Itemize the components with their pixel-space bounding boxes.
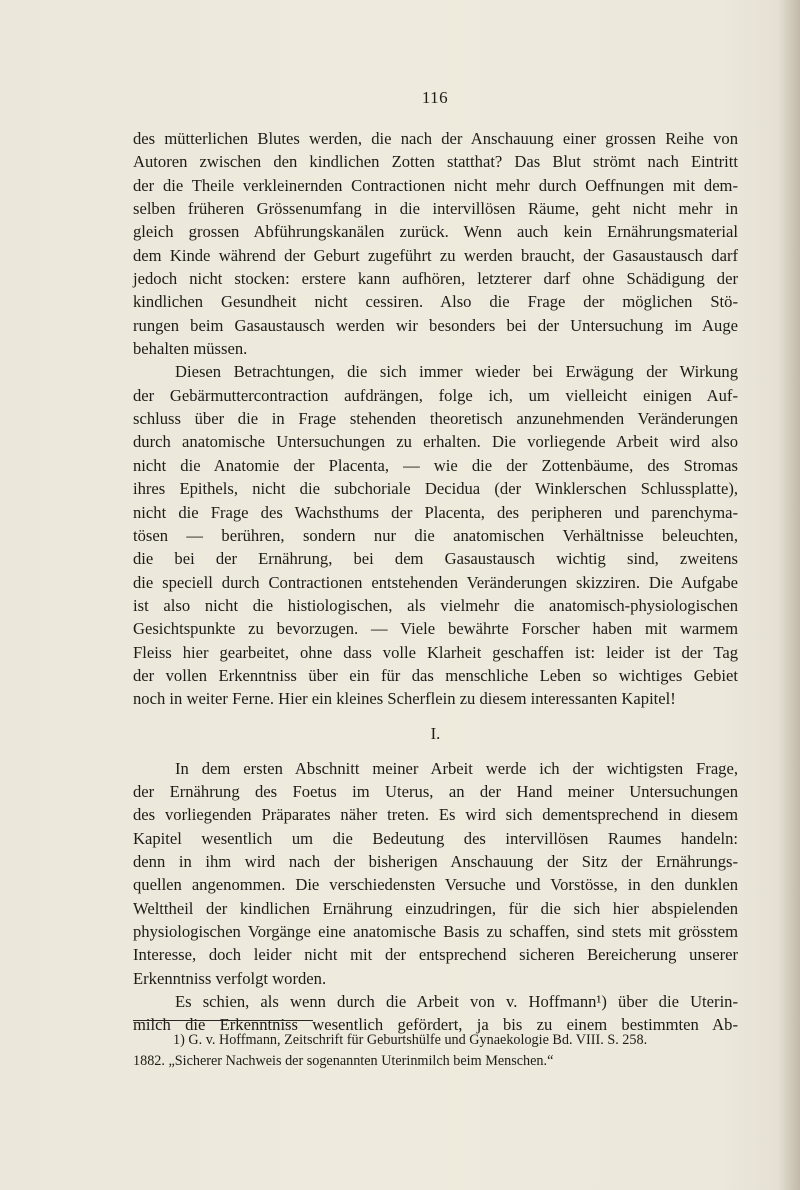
text-line: Welttheil der kindlichen Ernährung einzudringen, für die sich hier abspielenden — [133, 898, 738, 918]
text-line: nicht die Frage des Wachsthums der Placenta, des peripheren und parenchyma- — [133, 502, 738, 522]
text-line: denn in ihm wird nach der bisherigen Anschauung der Sitz der Ernährungs- — [133, 851, 738, 871]
text-line: In dem ersten Abschnitt meiner Arbeit werde ich der wichtigsten Frage, — [175, 758, 738, 778]
text-line: Erkenntniss verfolgt worden. — [133, 968, 327, 988]
text-line: physiologischen Vorgänge eine anatomische Basis zu schaffen, sind stets mit grösstem — [133, 922, 738, 941]
text-line: tösen — berühren, sondern nur die anatomischen Verhältnisse beleuchten, — [133, 525, 738, 545]
footnote-line: 1882. „Sicherer Nachweis der sogenannten Uterinmilch beim Menschen.“ — [133, 1053, 554, 1069]
footnote-line: 1) G. v. Hoffmann, Zeitschrift für Geburtshülfe und Gynaekologie Bd. VIII. S. 258. — [173, 1032, 648, 1048]
paragraph-3 — [133, 757, 738, 990]
text-line: des mütterlichen Blutes werden, die nach der Anschauung einer grossen Reihe von — [133, 129, 738, 148]
text-line: behalten müssen. — [133, 339, 248, 359]
text-line: schluss über die in Frage stehenden theoretisch anzunehmenden Veränderungen — [133, 409, 738, 429]
footnote-divider — [133, 1020, 313, 1021]
body-text — [133, 127, 738, 1037]
text-line: die speciell durch Contractionen entstehenden Veränderungen skizziren. Die Aufgabe — [133, 572, 738, 592]
text-line: der Ernährung des Foetus im Uterus, an der Hand meiner Untersuchungen — [133, 781, 738, 801]
text-line: kindlichen Gesundheit nicht cessiren. Also die Frage der möglichen Stö- — [133, 292, 738, 312]
footnotes — [133, 1030, 738, 1072]
text-line: der vollen Erkenntniss über ein für das menschliche Leben so wichtiges Gebiet — [133, 665, 738, 685]
paragraph-1 — [133, 127, 738, 360]
page-spine-shadow — [778, 0, 800, 1190]
text-line: Interesse, doch leider nicht mit der entsprechend sicheren Bereicherung unserer — [133, 945, 738, 965]
text-line: durch anatomische Untersuchungen zu erhalten. Die vorliegende Arbeit wird also — [133, 432, 738, 452]
text-line: milch die Erkenntniss wesentlich gefördert, ja bis zu einem bestimmten Ab- — [133, 1015, 738, 1035]
text-line: jedoch nicht stocken: erstere kann aufhören, letzterer darf ohne Schädigung der — [133, 269, 738, 289]
page-number: 116 — [421, 88, 449, 107]
text-line: selben früheren Grössenumfang in die intervillösen Räume, geht nicht mehr in — [133, 199, 738, 219]
text-line: die bei der Ernährung, bei dem Gasaustausch wichtig sind, zweitens — [133, 549, 738, 569]
section-heading: I. — [430, 723, 441, 743]
text-line: ihres Epithels, nicht die subchoriale Decidua (der Winklerschen Schlussplatte), — [133, 479, 738, 499]
text-line: noch in weiter Ferne. Hier ein kleines Scherflein zu diesem interessanten Kapitel! — [133, 689, 676, 709]
text-line: Diesen Betrachtungen, die sich immer wieder bei Erwägung der Wirkung — [175, 362, 738, 382]
text-line: Autoren zwischen den kindlichen Zotten statthat? Das Blut strömt nach Eintritt — [133, 152, 738, 172]
text-line: der Gebärmuttercontraction aufdrängen, folge ich, um vielleicht einigen Auf- — [133, 385, 738, 405]
text-line: Gesichtspunkte zu bevorzugen. — Viele bewährte Forscher haben mit warmem — [133, 619, 738, 639]
text-line: nicht die Anatomie der Placenta, — wie die der Zottenbäume, des Stromas — [133, 455, 738, 475]
text-line: quellen angenommen. Die verschiedensten Versuche und Vorstösse, in den dunklen — [133, 875, 738, 895]
text-line: ist also nicht die histiologischen, als vielmehr die anatomisch-physiologischen — [133, 595, 738, 615]
paragraph-2 — [133, 360, 738, 710]
text-line: Fleiss hier gearbeitet, ohne dass volle Klarheit geschaffen ist: leider ist der Tag — [133, 642, 738, 662]
text-line: des vorliegenden Präparates näher treten. Es wird sich dementsprechend in diesem — [133, 805, 738, 825]
text-line: rungen beim Gasaustausch werden wir besonders bei der Untersuchung im Auge — [133, 315, 738, 335]
text-line: dem Kinde während der Geburt zugeführt zu werden braucht, der Gasaustausch darf — [133, 245, 738, 265]
text-line: Es schien, als wenn durch die Arbeit von v. Hoffmann¹) über die Uterin- — [175, 992, 738, 1012]
text-line: Kapitel wesentlich um die Bedeutung des intervillösen Raumes handeln: — [133, 828, 738, 848]
text-line: der die Theile verkleinernden Contractionen nicht mehr durch Oeffnungen mit dem- — [133, 175, 738, 195]
text-line: gleich grossen Abführungskanälen zurück. Wenn auch kein Ernährungsmaterial — [133, 222, 738, 242]
